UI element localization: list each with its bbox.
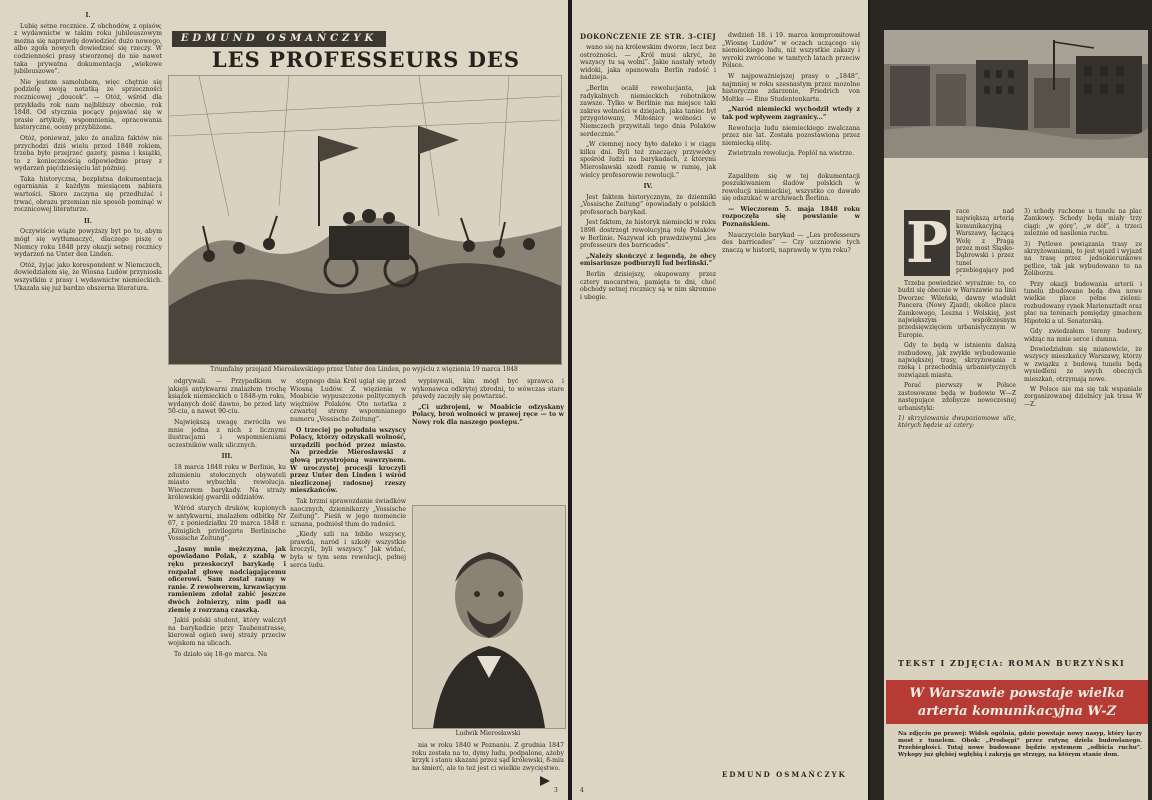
- illustration-caption: Triumfalny przejazd Mierosławskiego przez Unter den Linden, po wyjściu z więzienia 19 marca 1848: [210, 366, 518, 373]
- paragraph: Gdy to będą w istnieniu dalszą rozbudowę, jak zwykłe wybudowanie największej trasy, skrzyżowania z rzeką i przechodnią urbanistycznych rozwiązań miasta.: [898, 342, 1016, 379]
- list-item: 1) skrzyżowania dwupoziomowe ulic, których będzie aż cztery:: [898, 414, 1016, 430]
- right-column-2: [1024, 208, 1142, 656]
- paragraph: dwdzień 18. i 19. marca kompromitował „Wiosnę Ludów” w oczach uczącego się niemieckiego ludu, niż wszystkie zakazy i wyroki zwrócone w tamtych latach przeciw Polsce.: [722, 32, 860, 70]
- middle-page: [572, 0, 868, 800]
- right-intro-narrow: [956, 208, 1014, 276]
- paragraph: Jakiś polski student, który walczył na barykadzie przy Taubenstrasse, kierował ogień swej straży przeciw wojskom na ulicach.: [168, 617, 286, 647]
- quote-paragraph: „Jasny mnie mężczyzna, jak opowiadano Polak, z szablą w ręku przeskoczył barykadę i rozpalał głowę nadciągającemu oficerowi. Sam został ranny w ranie. Z rewolwerem, krwawiącym ramieniem zdołał zabić jeszcze dwóch żołnierzy, nim padł na ziemię z rozrzaną czaszką.: [168, 545, 286, 614]
- section-number: III.: [221, 453, 233, 461]
- page-number: 4: [580, 787, 584, 794]
- left-column-1: [14, 8, 162, 788]
- paragraph: Jest faktem historycznym, że dzienniki „Vossische Zeitung” opowiadały o polskich profesorach barykad.: [580, 193, 716, 216]
- portrait-caption: Ludwik Mierosławski: [455, 730, 521, 737]
- photo-caption: Na zdjęciu po prawej: Widok ogólnia, gdzie powstaje nowy nasyp, który łączy most z tunelem. Obok: „Prodsępi” przez rutynę dzieła budowlanego. Przebiegłości. Tutaj nowe budowane będzie systemem „odbicia ruchu”. Wykopy już głębiej wgłębią i zakryją go strzępy, na którym stanie dom.: [898, 731, 1142, 758]
- paragraph: wypisywali, kim mógł być sprawca i wykonawca odkrytej zbrodni, to wówczas stare prawdy zaczęły się powtarzać.: [412, 378, 564, 401]
- paragraph: W Polsce nie ma się tak wspaniale zorganizowanej dzielnicy jak trasa W—Z.: [1024, 385, 1142, 408]
- paragraph: Rewolucja ludu niemieckiego zwalczana przez nie lat. Została pozostawiona przez niemiecką elitę.: [722, 124, 860, 147]
- paragraph: odgrywali. — Przypadkiem w jakiejś antykwarni znalazłem trochę książek niemieckich o 1848-ym roku, wydanych dość dawno, bo przed laty 50-ciu, a nawet 90-ciu.: [168, 378, 286, 416]
- paragraph: Trzeba powiedzieć wyraźnie: to, co budzi się obecnie w Warszawie na linii Dworzec Wileński, dawny wiadukt Pancera (Nowy Zjazd), okolice placu Zamkowego, Leszna i Wolskiej, jest największym współczesnym przedsięwzięciem urbanistycznym w Europie.: [898, 280, 1016, 339]
- right-page: [870, 0, 1152, 800]
- continue-arrow: [540, 776, 550, 786]
- paragraph: „Kiedy szli na biblio wszyscy, prawda, naród i szkoły wszystkie kroczyli, byli wszyscy.” Jak widać, była w tym sens rewolucji, pełnej serca ludu.: [290, 531, 406, 569]
- paragraph: Przy okazji budowania arterii i tunelu zbudowane będą dwa nowe wielkie place pełne zieleni: rozbudowany rynek Mariensztadt oraz plac na terenach pomiędzy gmachem Hipoteki a ul. Senatorską.: [1024, 280, 1142, 325]
- paragraph: stępnego dnia Król ugiął się przed Wiosną Ludów. Z więzienia w Moabicie wypuszczono politycznych więźniów Polaków. Oto notatka z czwartej strony wspomnianego numeru „Vossische Zeitung”.: [290, 378, 406, 423]
- paragraph: „W ciemnej nocy było daleko i w ciągu kilku dni. Byli też znaczący przywódcy spośród ludzi na barykadach, z którymi Mierosławski szedł ramię w ramię, jak wielcy profesorowie rewolucji.”: [580, 141, 716, 179]
- city-construction-photo: [884, 30, 1148, 158]
- author-band: EDMUND OSMAŃCZYK: [172, 31, 386, 47]
- section-number: II.: [84, 217, 92, 225]
- paragraph: „Berlin ocalił rewolucjanta, jak radykalnych niemieckich robotników zawsze. Tylko w Berlinie ma miejsce taki zakres wolności w dziejach, jaka taniec był przygotowany, Miłośnicy wolności w Niemczech przywitali tego dnia Polaków serdecznie.”: [580, 84, 716, 138]
- quote-paragraph: „Naród niemiecki wychodził wtedy z tak pod wpływem zagranicy...”: [722, 106, 860, 121]
- paragraph: Lubię setne rocznice. Z obchodów, z opisów, z wydawnictw w takim roku jubileuszowym można się naprawdę dowiedzieć dużo nowego, albo zgoła nowych dowiedzieć się rzeczy. W codzienności prasy stworzonej do nie nawet taka prywatna dokumentacja „wiekowe jubileuszowe”.: [14, 22, 162, 76]
- paragraph: Dowiedziałem się mianowicie, że wszyscy mieszkańcy Warszawy, którzy w związku z budową tunelu będą wysiedleni ze swych obecnych mieszkań, otrzymają nowe.: [1024, 345, 1142, 383]
- list-item: 3) schody ruchome u tunelu na plac Zamkowy. Schody będą miały trzy ciągi: „w górę”, „w dół”, a trzeci zależnie od nasilenia ruchu.: [1024, 208, 1142, 238]
- paragraph: Zwietrzała rewolucja. Poplól na wietrze.: [728, 150, 855, 158]
- paragraph: Wśród starych druków, kupionych w antykwarni, znalazłem odbitkę Nr 67, z poniedziałku 20 marca 1848 r. „Königlich privilegirte Berlinische Vossische Zeitung”.: [168, 504, 286, 543]
- quote-paragraph: O trzeciej po południu wszyscy Polacy, którzy odzyskali wolność, urządzili pochód przez miasto. Na przedzie Mierosławski z głową przystrojoną wawrzynem. W uroczystej procesji kroczyli przez Unter den Linden i wśród niezliczonej radosnej rzeszy mieszkańców.: [290, 426, 406, 495]
- paragraph: Jest faktem, że historyk niemiecki w roku 1898 dostrzegł rewolucyjną rolę Polaków w Berlinie. Nazywał ich prawdziwymi „les professeurs des barricades”.: [580, 219, 716, 250]
- paragraph: Taka historyczna, bezpłatna dokumentacja ogarniania z każdym miesiącem nabiera wartości. Skoro zaczyna się przedłużać i trwać, obrazu przemian nie sposób pominąć w rocznicowej literaturze.: [14, 175, 162, 214]
- author-signature: EDMUND OSMAŃCZYK: [722, 770, 847, 779]
- quote-paragraph: „Należy skończyć z legendą, że obcy emisariusze podburzyli lud berliński.”: [580, 252, 716, 268]
- section-number: I.: [85, 12, 91, 19]
- paragraph: Porać pierwszy w Polsce zastosowane będą w budowie W—Z następujące zdobycze nowoczesnej urbanistyki:: [898, 382, 1016, 412]
- middle-column-1: [580, 44, 716, 784]
- paragraph: Nauczyciele barykad — „Les professeurs des barricades” — Czy uczniowie tych znaczą w historii, naprawdę w tym roku?: [722, 231, 860, 254]
- article-title: LES PROFESSEURS DES: [211, 47, 521, 72]
- paragraph: Otóż, ponieważ, jako że analiza faktów nie przychodzi dziś wielu przed 1848 rokiem, trzeba było przejrzeć gazety, pisma i książki, to z koniecznością odpowiednio prasy z wydarzeń pięćdziesięciu lat później.: [14, 134, 162, 173]
- paragraph: Największą uwagę zwróciła we mnie jedna z nich z licznymi ilustracjami i wspomnieniami uczestników walk ulicznych.: [168, 418, 286, 449]
- middle-column-2: [722, 32, 860, 764]
- photo-credit: TEKST I ZDJĘCIA: ROMAN BURZYŃSKI: [898, 658, 1126, 668]
- left-column-2: [168, 378, 286, 778]
- quote-paragraph: — Wieczorem 5. maja 1848 roku rozpoczęła się powstanie w Poznańskiem.: [722, 205, 860, 229]
- paragraph: W najpoważniejszej prasy o „1848”, najmniej w roku szesnastym przez mozolne historyczne zdarzenie, Friedrich von Moltke — Eine Studentenkarte.: [722, 72, 860, 103]
- paragraph: nia w roku 1840 w Poznaniu. Z grudnia 1847 roku została na to, dymy ludu, podpalone, ażeby krzyk i stanu skazani przez sąd królewski, 8-miu na śmierć, ale to też jest ci wielkie zwycięstwo.: [412, 742, 564, 772]
- left-page: [0, 0, 568, 800]
- left-column-3: [290, 378, 406, 778]
- paragraph: wano się na królewskim dworze, lecz bez ostrożności. — „Król musi ukryć, że wszyscy tu są wolni”. Jakie nastały wtedy widoki, jaka opanowała Berlin radość i nadzieja.: [580, 44, 716, 82]
- list-item: 3) Pętlowe powiązania trasy ze skrzyżowaniami, to jest wjazd i wyjazd na trasę przez jednokierunkowe pętlice, tak jak wybudowano to na Żoliborzu.: [1024, 240, 1142, 278]
- right-page-content: [884, 30, 1148, 800]
- barricade-illustration: [168, 75, 562, 365]
- paragraph: To działo się 18-go marca. Na: [174, 650, 268, 658]
- page-number: 3: [554, 787, 558, 794]
- portrait-mieroslawski: [412, 505, 566, 729]
- paragraph: Nie jestem samolubem, więc chętnie się podzielę swoją notatką ze sprzeczności rocznicowej „doucek”. — Otóż, wśród dla przykładu rok nam najbliższy obecnie, rok 1848. Od stycznia pocący pojawiać się w prasie artykuły, wspomnienia, opracowania historyczne, oceny przybliżone.: [14, 78, 162, 132]
- right-column-1: [898, 280, 1016, 656]
- paragraph: Otóż, żyjąc jako korespondent w Niemczech, dowiedziałem się, że Wiosna Ludów przyniosła wszystkim z prasy i wydawnictw niemieckich. Ukazała się już bardzo obszerna literatura.: [14, 261, 162, 292]
- paragraph: Zapaliłem się w tej dokumentacji poszukiwaniem śladów polskich w rewolucji niemieckiej, wszystko co dawało się odszukać w archiwach Berlina.: [722, 172, 860, 203]
- paragraph: race nad największą arterią komunikacyjną Warszawy, łączącą Wolę z Pragą przez most Śląsko-Dąbrowski i przez tunel przebiegający pod: [956, 208, 1014, 275]
- paragraph: Gdy zwiedzałem tereny budowy, widząc na mnie serce i dumna.: [1024, 328, 1142, 343]
- paragraph: Oczywiście wiąże powyższy byt po to, abym mógł się wytłumaczyć, dlaczego piszę o Niemcy roku 1848 przy okazji setnej rocznicy wydarzeń na Unter den Linden.: [14, 228, 162, 259]
- paragraph: Tak brzmi sprawozdanie świadków naocznych, dziennikarzy „Vossische Zeitung”. Pieśń w jego momencie uznana, podniósł tłum do radości.: [290, 497, 406, 528]
- drop-cap: P: [905, 210, 949, 276]
- quote-paragraph: „Ci uzbrojeni, w Moabicie odzyskany Polacy, broń wolności w prawej ręce — to w Nowy rok dla naszego postępu.”: [412, 403, 564, 426]
- paragraph: 18 marca 1848 roku w Berlinie, ku zdumieniu stołecznych obywateli miasto wybuchła rewolucja. Wieczorem barykady. Na straży królewskiej gwardii oddziałów.: [168, 463, 286, 502]
- section-number: IV.: [643, 183, 653, 191]
- continuation-heading: DOKOŃCZENIE ZE STR. 3-CIEJ: [580, 32, 717, 41]
- left-column-4: [412, 378, 564, 502]
- headline-banner: W Warszawie powstaje wielka arteria komunikacyjna W-Z: [886, 680, 1148, 724]
- paragraph: Berlin dzisiejszy, okupowany przez cztery mocarstwa, pamięta te dni, choć obchody setnej rocznicy są w nim skromne i ubogie.: [580, 271, 716, 301]
